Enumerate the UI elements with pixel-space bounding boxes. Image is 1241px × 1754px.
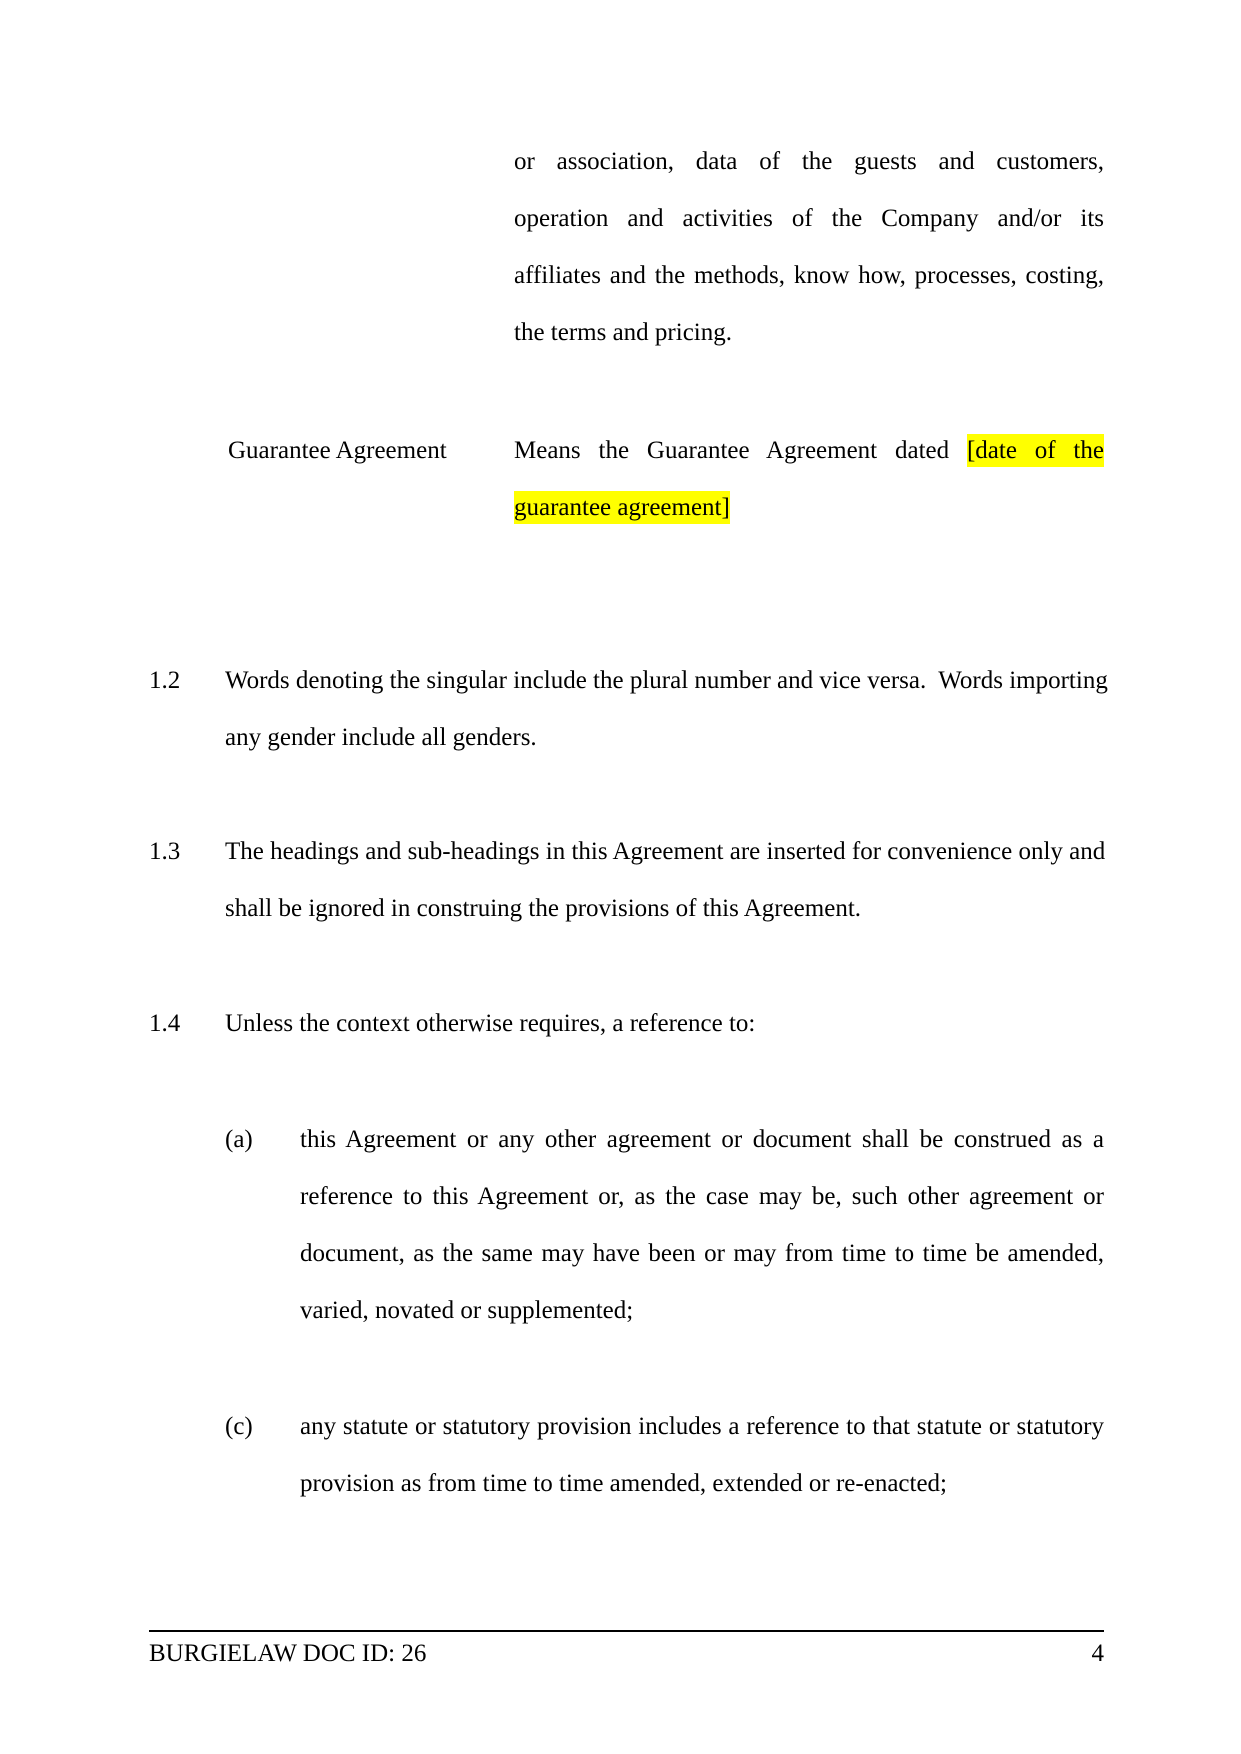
clause-1-3-text — [225, 823, 1104, 937]
clause-number: 1.4 — [149, 1010, 181, 1037]
definition-meaning — [514, 422, 1104, 536]
footer-doc-id: BURGIELAW DOC ID: 26 — [149, 1640, 427, 1667]
text-line: The headings and sub-headings in this Agreement are inserted for convenience only and — [225, 838, 1106, 865]
subclause-marker: (c) — [225, 1413, 253, 1440]
text-line — [514, 479, 1104, 536]
footer-rule — [149, 1630, 1104, 1632]
highlighted-placeholder: [date of the — [967, 434, 1104, 467]
clause-1-2-text — [225, 652, 1108, 766]
text-line: this Agreement or any other agreement or document shall be construed as a — [300, 1126, 1104, 1153]
text-line: shall be ignored in construing the provisions of this Agreement. — [225, 895, 862, 922]
text-line: or association, data of the guests and customers, — [514, 148, 1104, 175]
definition-continuation-paragraph — [514, 133, 1104, 361]
definition-term: Guarantee Agreement — [228, 437, 447, 464]
subclause-c-text — [300, 1398, 1104, 1512]
clause-number: 1.3 — [149, 838, 181, 865]
text-line: any gender include all genders. — [225, 724, 537, 751]
text-line: varied, novated or supplemented; — [300, 1297, 634, 1324]
text-line: provision as from time to time amended, extended or re-enacted; — [300, 1470, 947, 1497]
text-line: Words denoting the singular include the plural number and vice versa. Words importing — [225, 667, 1108, 694]
text-line — [514, 422, 1104, 479]
text-line: reference to this Agreement or, as the case may be, such other agreement or — [300, 1183, 1104, 1210]
text-line: Unless the context otherwise requires, a reference to: — [225, 1010, 756, 1037]
text-line: any statute or statutory provision includes a reference to that statute or statutory — [300, 1413, 1104, 1440]
text-line: the terms and pricing. — [514, 319, 732, 346]
page-number: 4 — [1091, 1640, 1104, 1667]
clause-number: 1.2 — [149, 667, 181, 694]
clause-1-4-text — [225, 995, 1104, 1052]
subclause-marker: (a) — [225, 1126, 253, 1153]
subclause-a-text — [300, 1111, 1104, 1339]
text-line: operation and activities of the Company and/or its — [514, 205, 1104, 232]
text-line: document, as the same may have been or may from time to time be amended, — [300, 1240, 1104, 1267]
highlighted-placeholder: guarantee agreement] — [514, 491, 730, 524]
meaning-text: Means the Guarantee Agreement dated — [514, 437, 967, 464]
page-footer — [149, 1634, 1104, 1674]
text-line: affiliates and the methods, know how, processes, costing, — [514, 262, 1104, 289]
